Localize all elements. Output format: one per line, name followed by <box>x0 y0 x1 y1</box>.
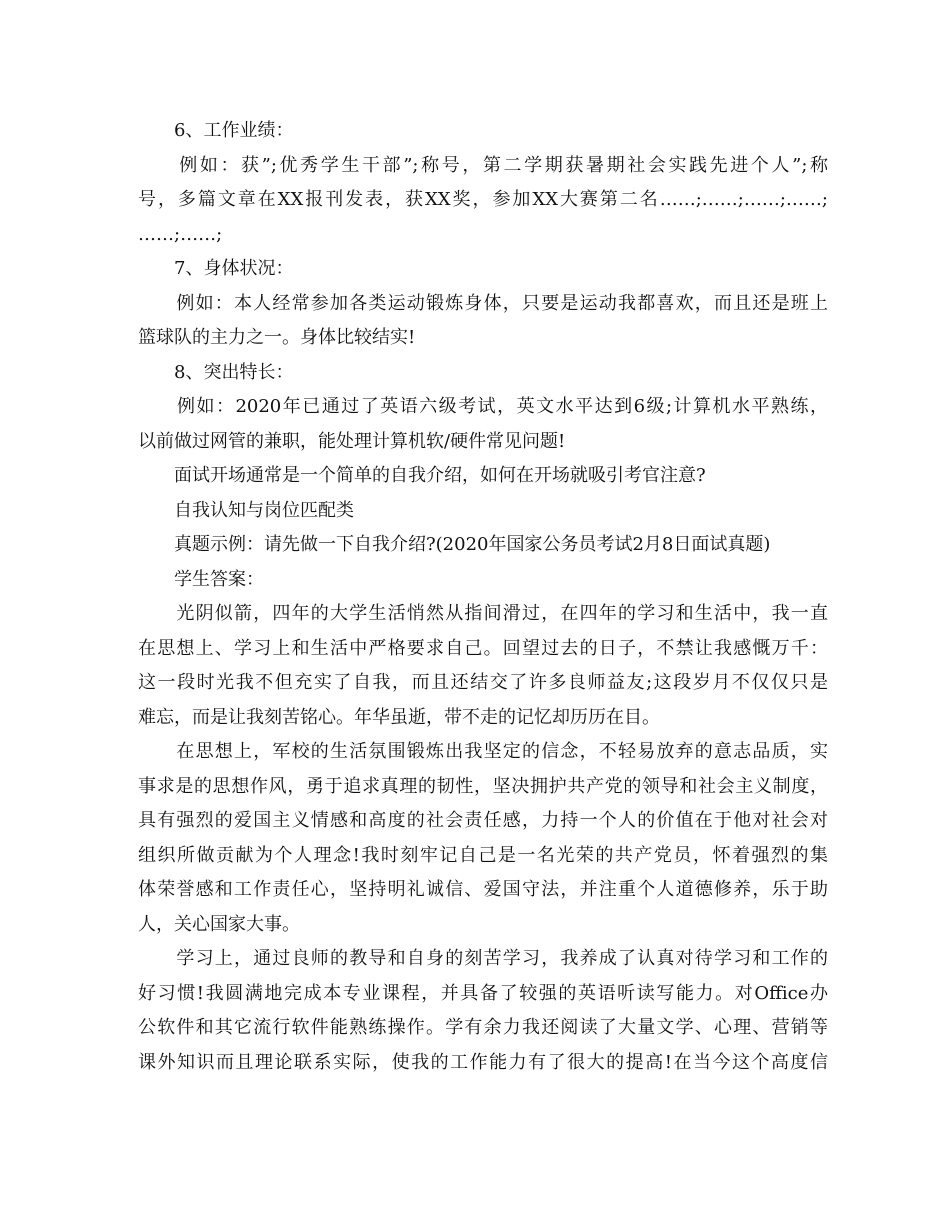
text-line: 7、身体状况： <box>138 258 294 279</box>
text-line: 学生答案： <box>138 568 264 590</box>
text-line: 号，多篇文章在XX报刊发表，获XX奖，参加XX大赛第二名……;……;……;……; <box>138 189 828 210</box>
text-line: 好习惯!我圆满地完成本专业课程，并具备了较强的英语听读写能力。对Office办 <box>138 982 828 1004</box>
text-line: 课外知识而且理论联系实际，使我的工作能力有了很大的提高!在当今这个高度信 <box>138 1051 828 1073</box>
text-line: 以前做过网管的兼职，能处理计算机软/硬件常见问题! <box>138 430 566 452</box>
text-line: 在思想上，军校的生活氛围锻炼出我坚定的信念，不轻易放弃的意志品质，实 <box>138 741 828 762</box>
text-line: 例如：本人经常参加各类运动锻炼身体，只要是运动我都喜欢，而且还是班上 <box>138 292 828 314</box>
text-line: ……;……; <box>138 223 223 245</box>
text-line: 例如：获”;优秀学生干部”;称号，第二学期获暑期社会实践先进个人”;称 <box>138 154 828 176</box>
text-line: 具有强烈的爱国主义情感和高度的社会责任感，力持一个人的价值在于他对社会对 <box>138 810 828 831</box>
text-line: 8、突出特长： <box>138 361 294 383</box>
text-line: 6、工作业绩： <box>138 120 294 141</box>
text-line: 在思想上、学习上和生活中严格要求自己。回望过去的日子，不禁让我感慨万千： <box>138 637 828 659</box>
text-line: 自我认知与岗位匹配类 <box>138 499 354 521</box>
text-line: 面试开场通常是一个简单的自我介绍，如何在开场就吸引考官注意? <box>138 465 706 486</box>
text-line: 体荣誉感和工作责任心，坚持明礼诚信、爱国守法，并注重个人道德修养，乐于助 <box>138 879 828 900</box>
text-line: 篮球队的主力之一。身体比较结实! <box>138 327 416 348</box>
text-line: 学习上，通过良师的教导和自身的刻苦学习，我养成了认真对待学习和工作的 <box>138 948 828 969</box>
text-line: 光阴似箭，四年的大学生活悄然从指间滑过，在四年的学习和生活中，我一直 <box>138 603 828 624</box>
text-line: 组织所做贡献为个人理念!我时刻牢记自己是一名光荣的共产党员，怀着强烈的集 <box>138 844 828 866</box>
text-line: 例如：2020年已通过了英语六级考试，英文水平达到6级;计算机水平熟练， <box>138 396 828 417</box>
text-line: 公软件和其它流行软件能熟练操作。学有余力我还阅读了大量文学、心理、营销等 <box>138 1017 828 1038</box>
text-line: 真题示例：请先做一下自我介绍?(2020年国家公务员考试2月8日面试真题) <box>138 534 771 555</box>
text-line: 事求是的思想作风，勇于追求真理的韧性，坚决拥护共产党的领导和社会主义制度， <box>138 775 828 797</box>
text-line: 这一段时光我不但充实了自我，而且还结交了许多良师益友;这段岁月不仅仅只是 <box>138 672 828 693</box>
text-line: 难忘，而是让我刻苦铭心。年华虽逝，带不走的记忆却历历在目。 <box>138 706 660 728</box>
document-body <box>138 114 828 1080</box>
text-line: 人，关心国家大事。 <box>138 913 300 935</box>
